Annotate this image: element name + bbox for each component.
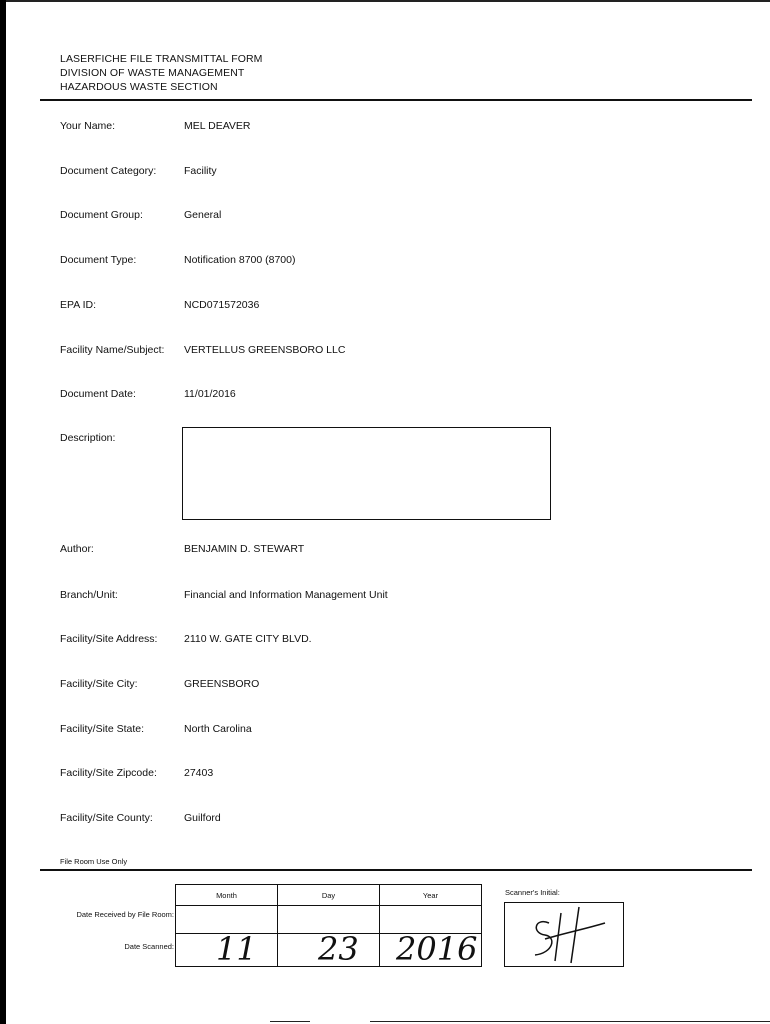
scanned-year-cell [380, 930, 482, 968]
scanned-month-cell [176, 930, 278, 968]
scanned-day-cell [278, 930, 380, 968]
scanner-initials-signature [505, 903, 623, 966]
header-divider [40, 99, 752, 101]
field-label: Facility/Site Zipcode: [60, 767, 157, 779]
form-header [60, 52, 263, 94]
field-value: Guilford [184, 812, 221, 824]
field-your-name [60, 120, 740, 136]
field-value: BENJAMIN D. STEWART [184, 543, 305, 555]
scanner-initial-label: Scanner's Initial: [505, 888, 560, 897]
field-label: Document Category: [60, 165, 157, 177]
field-label: Branch/Unit: [60, 589, 118, 601]
field-label: Facility/Site City: [60, 678, 138, 690]
header-section: HAZARDOUS WASTE SECTION [60, 81, 218, 93]
field-site-zipcode [60, 767, 740, 783]
field-facility-name [60, 344, 740, 360]
field-label: Facility/Site Address: [60, 633, 158, 645]
field-epa-id [60, 299, 740, 315]
field-label: Document Date: [60, 388, 136, 400]
header-division: DIVISION OF WASTE MANAGEMENT [60, 67, 245, 79]
field-label: Author: [60, 543, 94, 555]
field-value: 11/01/2016 [184, 388, 236, 400]
description-box [182, 427, 551, 520]
field-value: Facility [184, 165, 217, 177]
file-room-divider [40, 869, 752, 871]
field-value: NCD071572036 [184, 299, 260, 311]
field-label: Facility Name/Subject: [60, 344, 165, 356]
field-site-county [60, 812, 740, 828]
bottom-edge-line [270, 1021, 310, 1022]
field-author [60, 543, 740, 559]
field-document-category [60, 165, 740, 181]
field-site-city [60, 678, 740, 694]
field-document-group [60, 209, 740, 225]
field-value: MEL DEAVER [184, 120, 251, 132]
field-value: North Carolina [184, 723, 252, 735]
field-value: Financial and Information Management Unit [184, 589, 388, 601]
field-label: Your Name: [60, 120, 116, 132]
month-header: Month [176, 885, 278, 906]
field-value: VERTELLUS GREENSBORO LLC [184, 344, 346, 356]
field-label: Document Type: [60, 254, 137, 266]
field-document-type [60, 254, 740, 270]
top-border-line [0, 0, 770, 2]
file-room-title: File Room Use Only [60, 857, 128, 866]
date-received-label: Date Received by File Room: [76, 910, 174, 919]
date-scanned-label: Date Scanned: [124, 942, 174, 951]
field-value: 27403 [184, 767, 214, 779]
header-title: LASERFICHE FILE TRANSMITTAL FORM [60, 53, 263, 65]
field-label: Description: [60, 432, 116, 444]
scan-edge-bar [0, 0, 6, 1024]
field-label: Facility/Site County: [60, 812, 153, 824]
field-value: Notification 8700 (8700) [184, 254, 296, 266]
scanned-month-handwritten: 11 [216, 930, 257, 968]
scanned-day-handwritten: 23 [318, 930, 359, 968]
field-site-state [60, 723, 740, 739]
field-value: GREENSBORO [184, 678, 260, 690]
bottom-edge-line [370, 1021, 770, 1022]
field-label: Facility/Site State: [60, 723, 145, 735]
scanner-initial-box [504, 902, 624, 967]
field-site-address [60, 633, 740, 649]
date-table [175, 884, 482, 967]
field-value: 2110 W. GATE CITY BLVD. [184, 633, 312, 645]
scanned-year-handwritten: 2016 [396, 930, 478, 968]
field-label: Document Group: [60, 209, 143, 221]
field-value: General [184, 209, 222, 221]
year-header: Year [380, 885, 482, 906]
field-document-date [60, 388, 740, 404]
day-header: Day [278, 885, 380, 906]
field-branch-unit [60, 589, 740, 605]
field-label: EPA ID: [60, 299, 96, 311]
